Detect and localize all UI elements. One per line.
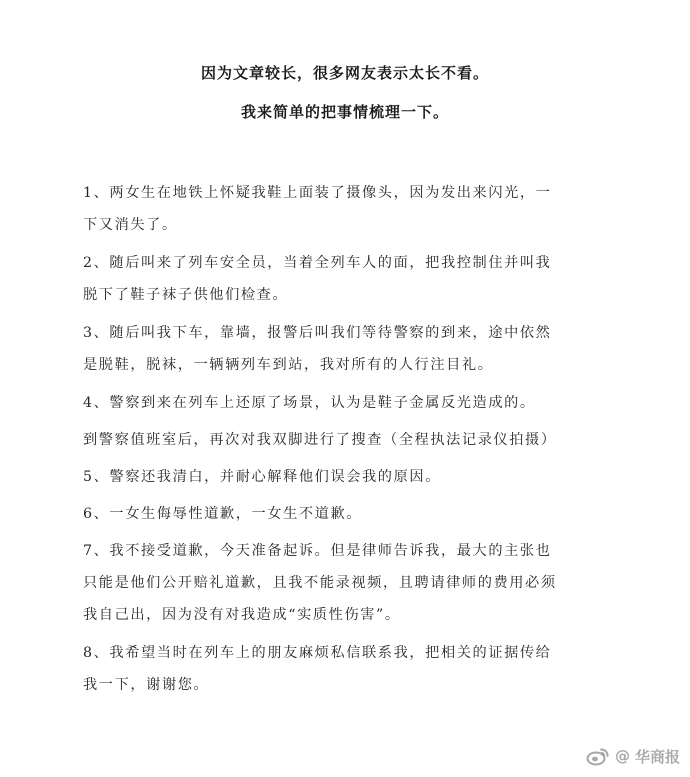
text-line: 到警察值班室后，再次对我双脚进行了搜查（全程执法记录仪拍摄） <box>83 432 557 448</box>
text-line: 我自己出，因为没有对我造成“实质性伤害”。 <box>83 607 401 623</box>
weibo-logo-icon <box>586 746 610 766</box>
list-item-4 <box>83 387 613 419</box>
list-item-3 <box>83 317 613 381</box>
list-item-2 <box>83 247 613 311</box>
text-line: 3、随后叫我下车，靠墙，报警后叫我们等待警察的到来，途中依然 <box>83 325 552 341</box>
list-item-6 <box>83 498 613 530</box>
list-item-4-continued <box>83 424 613 456</box>
text-line: 是脱鞋，脱袜，一辆辆列车到站，我对所有的人行注目礼。 <box>83 357 494 373</box>
text-line: 1、两女生在地铁上怀疑我鞋上面装了摄像头，因为发出来闪光，一 <box>83 185 552 201</box>
text-line: 下又消失了。 <box>83 217 178 233</box>
document-body <box>83 177 613 707</box>
weibo-watermark <box>586 743 680 769</box>
list-item-7 <box>83 535 613 631</box>
at-sign: @ <box>614 747 630 765</box>
text-line: 2、随后叫来了列车安全员，当着全列车人的面，把我控制住并叫我 <box>83 255 552 271</box>
text-line: 4、警察到来在列车上还原了场景，认为是鞋子金属反光造成的。 <box>83 395 536 411</box>
text-line: 7、我不接受道歉，今天准备起诉。但是律师告诉我，最大的主张也 <box>83 543 552 559</box>
document-heading-primary: 因为文章较长，很多网友表示太长不看。 <box>200 64 489 82</box>
watermark-name: 华商报 <box>634 747 680 766</box>
text-line: 只能是他们公开赔礼道歉，且我不能录视频，且聘请律师的费用必须 <box>83 575 557 591</box>
text-line: 脱下了鞋子袜子供他们检查。 <box>83 287 289 303</box>
list-item-8 <box>83 637 613 701</box>
text-line: 我一下，谢谢您。 <box>83 677 210 693</box>
text-line: 5、警察还我清白，并耐心解释他们误会我的原因。 <box>83 469 441 485</box>
list-item-1 <box>83 177 613 241</box>
list-item-5 <box>83 461 613 493</box>
text-line: 8、我希望当时在列车上的朋友麻烦私信联系我，把相关的证据传给 <box>83 645 552 661</box>
text-line: 6、一女生侮辱性道歉，一女生不道歉。 <box>83 506 363 522</box>
document-heading-secondary: 我来简单的把事情梳理一下。 <box>240 103 449 121</box>
